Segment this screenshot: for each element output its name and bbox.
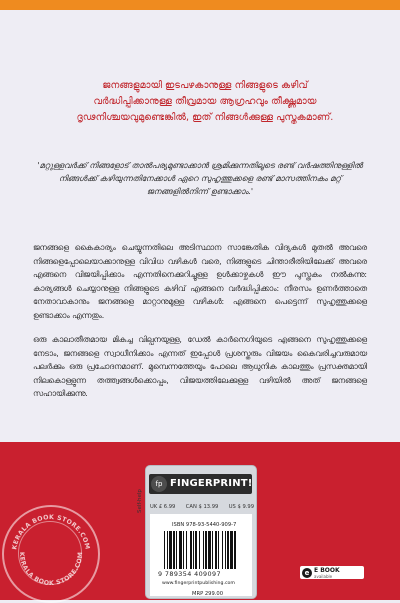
top-color-strip (0, 0, 400, 10)
price-uk: UK £ 6.99 (150, 504, 176, 510)
barcode-bar (195, 531, 197, 569)
description-paragraph-1: ജനങ്ങളെ കൈകാര്യം ചെയ്യുന്നതിലെ അടിസ്ഥാന സാങ്കേതിക വിദ്യകൾ മുതൽ അവരെ നിങ്ങളെപ്പോലെയാക്കാനുള്ള വിവിധ വഴികൾ വരെ, നിങ്ങളുടെ ചിന്താരീതിയിലേക്ക് അവരെ എങ്ങനെ വിജയിപ്പിക്കാം എന്നതിനെക്കുറിച്ചുള്ള ഉൾക്കാഴ്ചകൾ ഈ പുസ്തകം നൽകുന്നു: കാര്യങ്ങൾ ചെയ്യാനുള്ള നിങ്ങളുടെ കഴിവ് എങ്ങനെ വർദ്ധിപ്പിക്കാം: നീരസം ഉണർത്താതെ നേതാവാകാനും ജനങ്ങളെ മാറ്റാനുമുള്ള വഴികൾ: എങ്ങനെ പെട്ടെന്ന് സുഹൃത്തുക്കളെ ഉണ്ടാക്കാം എന്നതും. (33, 243, 367, 320)
barcode-bar (167, 531, 168, 569)
mrp-price: MRP 299.00 (192, 591, 224, 597)
barcode-bar (199, 531, 200, 569)
ebook-badge (300, 566, 364, 579)
bookstore-stamp (2, 505, 100, 603)
isbn-label: ISBN 978-93-5440-909-7 (172, 522, 237, 528)
barcode-bar (190, 531, 192, 569)
publisher-url: www.fingerprintpublishing.com (162, 581, 235, 586)
barcode-bar (183, 531, 184, 569)
barcode-bar (179, 531, 182, 569)
fingerprint-logo-icon: fp (151, 476, 167, 492)
stamp-text-bottom: KERALA BOOK STORE.COM (17, 551, 85, 588)
price-can: CAN $ 13.99 (185, 504, 219, 510)
barcode-bar (227, 531, 229, 569)
description-paragraph-2: ഒരു കാലാതീതമായ മികച്ച വില്പനയുള്ള, ഡേൽ കാർനെഗിയുടെ എങ്ങനെ സുഹൃത്തുക്കളെ നേടാം, ജനങ്ങളെ സ്വാധീനിക്കാം എന്നത് ഇപ്പോൾ പ്രശസ്തരും വിജയം കൈവരിച്ചവരുമായ പലർക്കും ഒരു പ്രചോദനമാണ്. മുമ്പെന്നത്തേയും പോലെ ആധുനിക കാലത്തും പ്രസക്തമായി നിലകൊള്ളുന്ന തത്ത്വങ്ങൾക്കൊപ്പം, വിജയത്തിലേക്കുള്ള വഴിയിൽ അത് ജനങ്ങളെ സഹായിക്കുന്നു. (33, 335, 367, 399)
barcode-bar (225, 531, 226, 569)
barcode-bar (212, 531, 213, 569)
stamp-text-ring (4, 507, 98, 601)
barcode-bar (169, 531, 172, 569)
svg-text:KERALA BOOK STORE.COM (18, 552, 84, 587)
stamp-text-top: KERALA BOOK STORE.COM (11, 513, 91, 551)
ebook-label: E BOOK (314, 566, 340, 574)
barcode-bar (186, 531, 187, 569)
barcode-bar (234, 531, 236, 569)
ebook-icon: e (302, 568, 312, 578)
barcode-bar (205, 531, 207, 569)
publisher-name: FINGERPRINT! (170, 478, 253, 489)
category-label: Self-help (137, 489, 143, 513)
barcode-bar (230, 531, 233, 569)
ebook-sublabel: available (314, 573, 333, 579)
price-row (150, 504, 254, 510)
barcode-bar (173, 531, 175, 569)
barcode (164, 531, 244, 569)
quote: 'മറ്റുള്ളവർക്ക് നിങ്ങളോട് താൽപര്യമുണ്ടാക്കാൻ ശ്രമിക്കുന്നതിലൂടെ രണ്ട് വർഷത്തിനുള്ളിൽ നിങ്ങൾക്ക് കഴിയുന്നതിനേക്കാൾ ഏറെ സുഹൃത്തുക്കളെ രണ്ട് മാസത്തിനകം മറ്റ് ജനങ്ങളിൽനിന്ന് ഉണ്ടാക്കാം.' (37, 161, 363, 196)
price-us: US $ 9.99 (228, 504, 254, 510)
barcode-bar (193, 531, 194, 569)
barcode-digits: 9 789354 409097 (158, 570, 221, 578)
barcode-bar (215, 531, 217, 569)
barcode-bar (164, 531, 165, 569)
tagline: ജനങ്ങളുമായി ഇടപഴകാനുള്ള നിങ്ങളുടെ കഴിവ് വർദ്ധിപ്പിക്കാനുള്ള തീവ്രമായ ആഗ്രഹവും തീക്ഷ്ണമായ ദൃഢനിശ്ചയവുമുണ്ടെങ്കിൽ, ഇത് നിങ്ങൾക്കുള്ള പുസ്തകമാണ്. (76, 80, 334, 123)
svg-text:KERALA BOOK STORE.COM (11, 514, 91, 550)
barcode-bar (208, 531, 211, 569)
barcode-bar (203, 531, 204, 569)
barcode-bar (222, 531, 223, 569)
barcode-bar (218, 531, 219, 569)
barcode-bar (176, 531, 177, 569)
